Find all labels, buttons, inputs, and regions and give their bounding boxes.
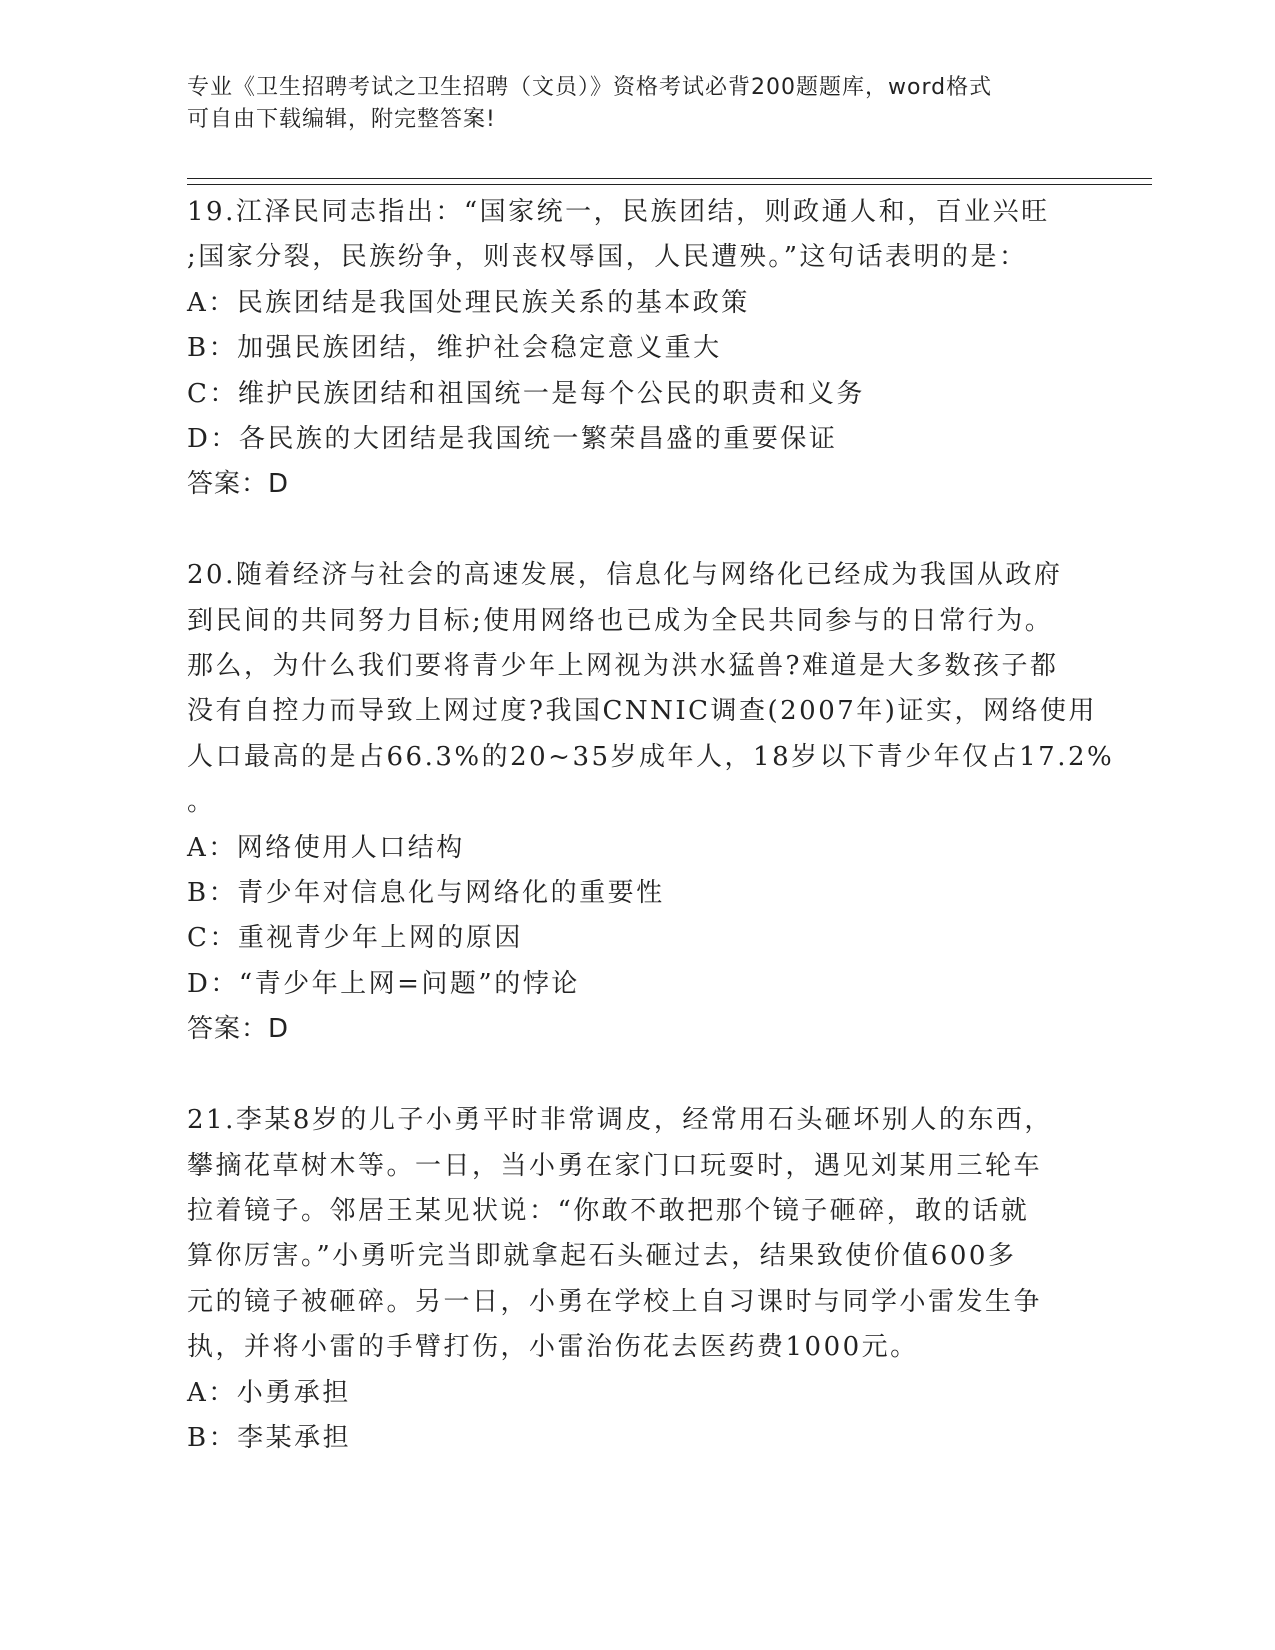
option-d: D：各民族的大团结是我国统一繁荣昌盛的重要保证 (187, 424, 838, 455)
answer: 答案：D (187, 1014, 290, 1045)
question-text-line: 执，并将小雷的手臂打伤，小雷治伤花去医药费1000元。 (187, 1332, 919, 1363)
option-c: C：重视青少年上网的原因 (187, 923, 523, 954)
option-a: A：小勇承担 (187, 1377, 351, 1408)
answer: 答案：D (187, 469, 290, 500)
header-divider-bottom (187, 184, 1152, 185)
option-a: A：网络使用人口结构 (187, 832, 465, 863)
question-20 (187, 553, 1115, 1052)
question-text-line: 19.江泽民同志指出：“国家统一，民族团结，则政通人和，百业兴旺 (187, 197, 1050, 227)
option-a: A：民族团结是我国处理民族关系的基本政策 (187, 287, 750, 318)
question-text-line: 人口最高的是占66.3%的20~35岁成年人，18岁以下青少年仅占17.2% (187, 741, 1115, 772)
question-text-line: ;国家分裂，民族纷争，则丧权辱国，人民遭殃。”这句话表明的是： (187, 242, 1028, 273)
question-text-line: 那么，为什么我们要将青少年上网视为洪水猛兽?难道是大多数孩子都 (187, 651, 1059, 682)
header-line-1: 专业《卫生招聘考试之卫生招聘（文员）》资格考试必背200题题库，word格式 (187, 75, 993, 100)
header-line-2: 可自由下载编辑，附完整答案! (187, 107, 496, 132)
option-c: C：维护民族团结和祖国统一是每个公民的职责和义务 (187, 378, 865, 409)
question-text-line: 20.随着经济与社会的高速发展，信息化与网络化已经成为我国从政府 (187, 560, 1063, 591)
question-text-line: 21.李某8岁的儿子小勇平时非常调皮，经常用石头砸坏别人的东西， (187, 1105, 1053, 1136)
question-19 (187, 190, 1087, 508)
question-text-line: 到民间的共同努力目标;使用网络也已成为全民共同参与的日常行为。 (187, 605, 1054, 636)
question-text-line: 。 (187, 787, 216, 818)
option-d: D：“青少年上网=问题”的悖论 (187, 968, 580, 999)
option-b: B：李某承担 (187, 1422, 352, 1453)
question-text-line: 拉着镜子。邻居王某见状说：“你敢不敢把那个镜子砸碎，敢的话就 (187, 1195, 1030, 1226)
question-text-line: 元的镜子被砸碎。另一日，小勇在学校上自习课时与同学小雷发生争 (187, 1286, 1043, 1317)
question-text-line: 没有自控力而导致上网过度?我国CNNIC调查(2007年)证实，网络使用 (187, 696, 1097, 727)
question-text-line: 攀摘花草树木等。一日，当小勇在家门口玩耍时，遇见刘某用三轮车 (187, 1150, 1043, 1181)
question-text-line: 算你厉害。”小勇听完当即就拿起石头砸过去，结果致使价值600多 (187, 1241, 1017, 1272)
question-21 (187, 1098, 1087, 1461)
option-b: B：加强民族团结，维护社会稳定意义重大 (187, 333, 722, 364)
header-divider-top (187, 178, 1152, 179)
option-b: B：青少年对信息化与网络化的重要性 (187, 878, 665, 909)
question-list (187, 190, 1115, 1507)
document-header (187, 72, 1067, 136)
